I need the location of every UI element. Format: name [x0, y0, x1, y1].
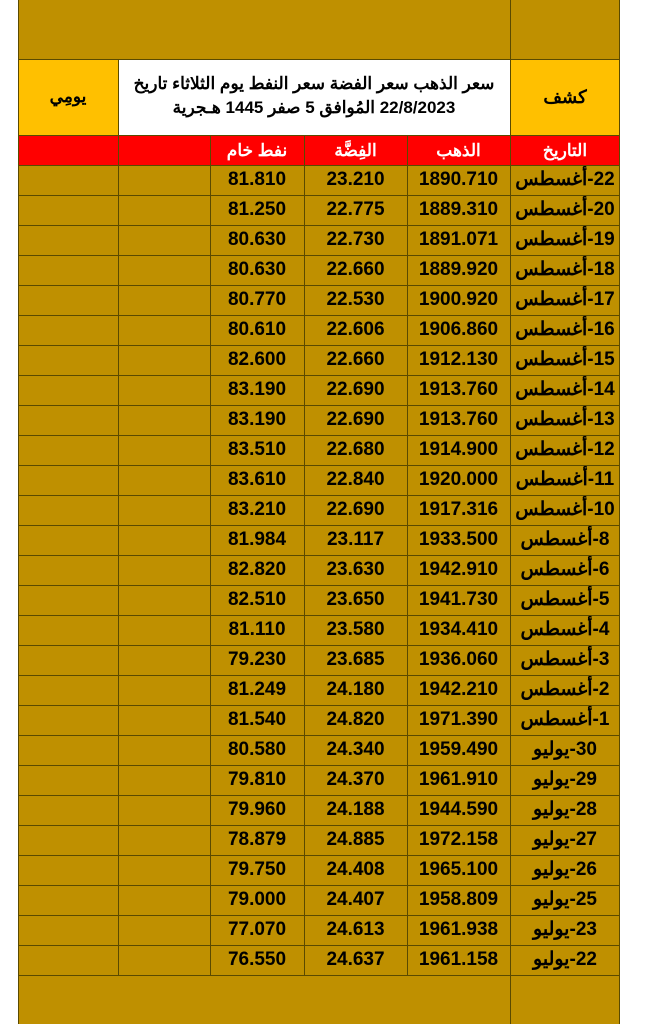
cell-date[interactable]: 30-يوليو: [533, 739, 597, 760]
grid-vline: [407, 135, 408, 975]
cell-oil[interactable]: 82.820: [227, 559, 287, 580]
cell-silver[interactable]: 22.690: [326, 379, 385, 400]
column-header-row: [18, 136, 620, 165]
cell-silver[interactable]: 22.606: [326, 319, 385, 340]
cell-silver[interactable]: 22.660: [326, 259, 385, 280]
table-row: [18, 795, 620, 825]
cell-gold[interactable]: 1906.860: [418, 319, 499, 340]
grid-hline: [18, 765, 620, 766]
table-row: [18, 495, 620, 525]
cell-silver[interactable]: 24.637: [326, 949, 385, 970]
cell-date[interactable]: 8-أغسطس: [520, 529, 610, 550]
grid-hline: [18, 59, 620, 60]
cell-oil[interactable]: 81.540: [227, 709, 287, 730]
cell-date[interactable]: 17-أغسطس: [515, 289, 615, 310]
table-row: [18, 705, 620, 735]
cell-oil[interactable]: 79.000: [227, 889, 287, 910]
cell-gold[interactable]: 1944.590: [418, 799, 499, 820]
table-row: [18, 225, 620, 255]
cell-oil[interactable]: 79.810: [227, 769, 287, 790]
cell-silver[interactable]: 23.117: [326, 529, 385, 550]
grid-vline: [18, 0, 19, 1024]
grid-hline: [18, 405, 620, 406]
cell-date[interactable]: 26-يوليو: [533, 859, 597, 880]
table-row: [18, 855, 620, 885]
table-row: [18, 525, 620, 555]
cell-gold[interactable]: 1914.900: [418, 439, 499, 460]
cell-date[interactable]: 29-يوليو: [533, 769, 597, 790]
cell-silver[interactable]: 24.885: [326, 829, 385, 850]
column-header-oil[interactable]: نفط خام: [226, 141, 288, 160]
cell-oil[interactable]: 77.070: [227, 919, 287, 940]
grid-hline: [18, 585, 620, 586]
cell-date[interactable]: 14-أغسطس: [515, 379, 615, 400]
table-row: [18, 195, 620, 225]
cell-date[interactable]: 22-يوليو: [533, 949, 597, 970]
cell-date[interactable]: 19-أغسطس: [515, 229, 615, 250]
cell-gold[interactable]: 1965.100: [418, 859, 499, 880]
table-row: [18, 405, 620, 435]
grid-hline: [18, 555, 620, 556]
cell-gold[interactable]: 1889.920: [418, 259, 499, 280]
table-row: [18, 825, 620, 855]
cell-gold[interactable]: 1900.920: [418, 289, 499, 310]
cell-gold[interactable]: 1913.760: [418, 409, 499, 430]
cell-silver[interactable]: 23.210: [326, 169, 385, 190]
cell-oil[interactable]: 82.600: [227, 349, 287, 370]
table-row: [18, 345, 620, 375]
cell-oil[interactable]: 79.750: [227, 859, 287, 880]
grid-hline: [18, 315, 620, 316]
cell-date[interactable]: 10-أغسطس: [515, 499, 615, 520]
cell-date[interactable]: 25-يوليو: [533, 889, 597, 910]
cell-oil[interactable]: 80.610: [227, 319, 287, 340]
grid-hline: [18, 855, 620, 856]
table-row: [18, 675, 620, 705]
cell-oil[interactable]: 80.770: [227, 289, 287, 310]
cell-silver[interactable]: 24.340: [326, 739, 385, 760]
table-row: [18, 765, 620, 795]
column-header-silver[interactable]: الفِضَّة: [334, 141, 377, 160]
cell-oil[interactable]: 81.250: [227, 199, 287, 220]
cell-silver[interactable]: 24.188: [326, 799, 385, 820]
grid-vline: [210, 135, 211, 975]
grid-vline: [118, 59, 119, 975]
cell-oil[interactable]: 83.190: [227, 409, 287, 430]
cell-date[interactable]: 28-يوليو: [533, 799, 597, 820]
cell-gold[interactable]: 1913.760: [418, 379, 499, 400]
cell-gold[interactable]: 1933.500: [418, 529, 499, 550]
cell-oil[interactable]: 83.210: [227, 499, 287, 520]
grid-hline: [18, 945, 620, 946]
grid-hline: [18, 255, 620, 256]
cell-oil[interactable]: 83.510: [227, 439, 287, 460]
grid-hline: [18, 465, 620, 466]
cell-oil[interactable]: 81.810: [227, 169, 287, 190]
grid-hline: [18, 435, 620, 436]
cell-date[interactable]: 27-يوليو: [533, 829, 597, 850]
grid-hline: [18, 795, 620, 796]
kashf-cell[interactable]: كشف: [510, 59, 620, 135]
cell-oil[interactable]: 79.960: [227, 799, 287, 820]
grid-hline: [18, 615, 620, 616]
table-row: [18, 255, 620, 285]
table-row: [18, 915, 620, 945]
cell-gold[interactable]: 1971.390: [418, 709, 499, 730]
cell-date[interactable]: 22-أغسطس: [515, 169, 615, 190]
cell-silver[interactable]: 22.660: [326, 349, 385, 370]
column-header-date[interactable]: التاريخ: [542, 141, 588, 160]
table-row: [18, 165, 620, 195]
cell-silver[interactable]: 24.180: [326, 679, 385, 700]
grid-hline: [18, 975, 620, 976]
cell-oil[interactable]: 81.984: [227, 529, 287, 550]
cell-oil[interactable]: 81.249: [227, 679, 287, 700]
cell-silver[interactable]: 23.685: [326, 649, 385, 670]
grid-hline: [18, 285, 620, 286]
cell-oil[interactable]: 81.110: [228, 619, 286, 640]
cell-gold[interactable]: 1942.910: [418, 559, 499, 580]
cell-date[interactable]: 16-أغسطس: [515, 319, 615, 340]
cell-gold[interactable]: 1972.158: [418, 829, 499, 850]
cell-silver[interactable]: 22.840: [326, 469, 385, 490]
grid-hline: [18, 225, 620, 226]
cell-date[interactable]: 2-أغسطس: [520, 679, 610, 700]
cell-gold[interactable]: 1942.210: [418, 679, 499, 700]
cell-gold[interactable]: 1934.410: [418, 619, 499, 640]
cell-date[interactable]: 3-أغسطس: [520, 649, 610, 670]
grid-hline: [18, 135, 620, 136]
cell-oil[interactable]: 80.580: [227, 739, 287, 760]
cell-gold[interactable]: 1936.060: [418, 649, 499, 670]
table-row: [18, 555, 620, 585]
grid-hline: [18, 735, 620, 736]
grid-hline: [18, 345, 620, 346]
cell-oil[interactable]: 83.190: [227, 379, 287, 400]
cell-date[interactable]: 15-أغسطس: [515, 349, 615, 370]
title-line-1: سعر الذهب سعر الفضة سعر النفط يوم الثلاثاء تاريخ: [133, 74, 495, 93]
table-row: [18, 645, 620, 675]
cell-oil[interactable]: 76.550: [227, 949, 287, 970]
cell-date[interactable]: 5-أغسطس: [520, 589, 610, 610]
cell-oil[interactable]: 79.230: [227, 649, 287, 670]
cell-gold[interactable]: 1961.910: [418, 769, 499, 790]
cell-silver[interactable]: 22.530: [326, 289, 385, 310]
cell-oil[interactable]: 80.630: [227, 229, 287, 250]
cell-oil[interactable]: 78.879: [227, 829, 287, 850]
cell-silver[interactable]: 24.820: [326, 709, 385, 730]
cell-silver[interactable]: 22.730: [326, 229, 385, 250]
table-row: [18, 945, 620, 975]
cell-oil[interactable]: 83.610: [227, 469, 287, 490]
grid-hline: [18, 195, 620, 196]
cell-silver[interactable]: 23.580: [326, 619, 385, 640]
grid-vline: [304, 135, 305, 975]
table-row: [18, 285, 620, 315]
cell-date[interactable]: 1-أغسطس: [520, 709, 610, 730]
cell-gold[interactable]: 1961.938: [418, 919, 499, 940]
cell-gold[interactable]: 1920.000: [418, 469, 499, 490]
grid-hline: [18, 705, 620, 706]
grid-hline: [18, 885, 620, 886]
cell-oil[interactable]: 82.510: [227, 589, 287, 610]
cell-silver[interactable]: 24.613: [326, 919, 385, 940]
cell-gold[interactable]: 1891.071: [418, 229, 499, 250]
column-header-gold[interactable]: الذهب: [436, 141, 481, 160]
cell-gold[interactable]: 1961.158: [418, 949, 499, 970]
table-row: [18, 585, 620, 615]
grid-hline: [18, 495, 620, 496]
cell-silver[interactable]: 22.775: [326, 199, 385, 220]
daily-cell[interactable]: يومِي: [18, 59, 118, 135]
cell-date[interactable]: 4-أغسطس: [520, 619, 610, 640]
cell-date[interactable]: 12-أغسطس: [515, 439, 615, 460]
cell-silver[interactable]: 22.690: [326, 499, 385, 520]
cell-silver[interactable]: 23.630: [326, 559, 385, 580]
grid-hline: [18, 675, 620, 676]
cell-date[interactable]: 20-أغسطس: [515, 199, 615, 220]
cell-gold[interactable]: 1958.809: [418, 889, 499, 910]
cell-gold[interactable]: 1917.316: [418, 499, 499, 520]
table-row: [18, 375, 620, 405]
cell-silver[interactable]: 23.650: [326, 589, 385, 610]
grid-vline: [619, 0, 620, 1024]
grid-hline: [18, 525, 620, 526]
cell-date[interactable]: 6-أغسطس: [520, 559, 610, 580]
cell-gold[interactable]: 1912.130: [418, 349, 499, 370]
cell-gold[interactable]: 1889.310: [418, 199, 499, 220]
cell-date[interactable]: 13-أغسطس: [515, 409, 615, 430]
table-row: [18, 615, 620, 645]
table-row: [18, 465, 620, 495]
cell-silver[interactable]: 24.370: [326, 769, 385, 790]
cell-gold[interactable]: 1941.730: [418, 589, 499, 610]
cell-gold[interactable]: 1890.710: [418, 169, 499, 190]
title-line-2: 22/8/2023 المُوافق 5 صفر 1445 هـجرية: [172, 98, 456, 117]
table-row: [18, 435, 620, 465]
cell-date[interactable]: 11-أغسطس: [515, 469, 615, 490]
cell-date[interactable]: 23-يوليو: [533, 919, 597, 940]
cell-date[interactable]: 18-أغسطس: [515, 259, 615, 280]
grid-hline: [18, 825, 620, 826]
title-cell[interactable]: [118, 59, 510, 135]
cell-silver[interactable]: 24.408: [326, 859, 385, 880]
title-row: [18, 59, 620, 135]
cell-silver[interactable]: 22.680: [326, 439, 385, 460]
cell-silver[interactable]: 24.407: [326, 889, 385, 910]
grid-vline: [510, 0, 511, 1024]
table-row: [18, 885, 620, 915]
grid-hline: [18, 645, 620, 646]
grid-hline: [18, 165, 620, 166]
table-row: [18, 315, 620, 345]
table-row: [18, 735, 620, 765]
grid-hline: [18, 915, 620, 916]
cell-oil[interactable]: 80.630: [227, 259, 287, 280]
cell-gold[interactable]: 1959.490: [418, 739, 499, 760]
grid-hline: [18, 375, 620, 376]
cell-silver[interactable]: 22.690: [326, 409, 385, 430]
